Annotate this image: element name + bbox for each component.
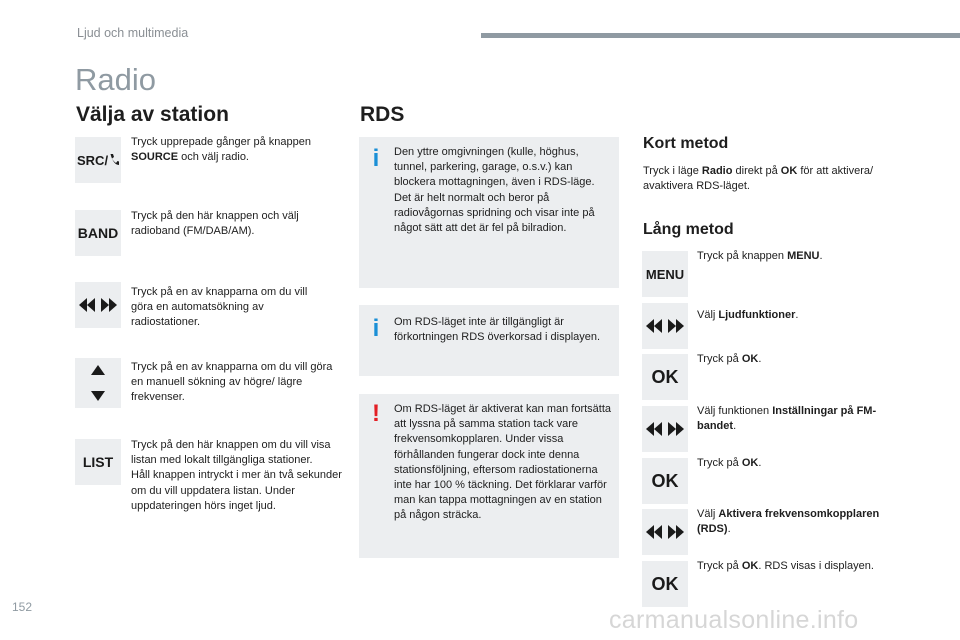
page-number: 152 <box>12 600 33 614</box>
step-7-bold: OK <box>741 560 759 572</box>
src-phone-icon-graphic <box>77 150 119 170</box>
src-phone-icon <box>75 137 121 183</box>
step-text-ljudfunktioner <box>697 308 922 323</box>
step-7-b: . RDS visas i displayen. <box>758 560 874 572</box>
note-text-reception: Den yttre omgivningen (kulle, höghus, tunnel, parkering, garage, o.s.v.) kan blockera mottagningen, även i RDS-läge. Det är helt normalt och beror på radiovågornas spridning och visar inte på något sätt att det är fel på bilradion. <box>394 146 595 235</box>
section-label: Ljud och multimedia <box>77 26 189 40</box>
step-6-b: . <box>727 523 731 536</box>
section-heading-rds: RDS <box>360 103 405 126</box>
seek-arrows-graphic <box>645 524 685 540</box>
step-3-b: . <box>758 353 762 365</box>
seek-arrows-graphic <box>645 318 685 334</box>
up-down-arrows-icon <box>75 358 121 408</box>
heading-lang-metod: Lång metod <box>643 221 734 238</box>
info-icon: i <box>372 315 380 342</box>
step-5-bold: OK <box>741 457 759 469</box>
up-down-arrows-graphic <box>90 363 106 403</box>
info-note-reception <box>359 137 619 288</box>
step-1-a: Tryck på knappen <box>697 250 788 262</box>
menu-icon-text: MENU <box>645 266 685 282</box>
warning-icon: ! <box>372 400 380 427</box>
warning-note-frequency <box>359 394 619 558</box>
step-5-b: . <box>758 457 762 469</box>
seek-arrows-icon <box>75 282 121 328</box>
header-bar <box>481 33 960 38</box>
list-icon-text: LIST <box>82 454 114 470</box>
kort-p3: för att aktivera/ avaktivera RDS-läget. <box>643 165 874 193</box>
heading-kort-metod: Kort metod <box>643 135 729 152</box>
item-text-source <box>131 135 346 165</box>
step-2-bold: Ljudfunktioner <box>718 309 796 321</box>
seek-arrows-icon <box>642 509 688 555</box>
item-text-list: Tryck på den här knappen om du vill visa listan med lokalt tillgängliga stationer. Håll knappen intryckt i mer än två sekunder om du vill uppdatera listan. Under uppdateringen hörs inget ljud. <box>131 439 342 512</box>
ok-icon-text: OK <box>651 573 679 594</box>
phone-handset-shape <box>110 154 119 165</box>
step-4-bold: Inställningar på FM-bandet <box>697 405 877 433</box>
item-text-source-b: och välj radio. <box>178 151 249 164</box>
item-text-autoseek: Tryck på en av knapparna om du vill göra en automatsökning av radiostationer. <box>131 286 308 329</box>
page-title: Radio <box>75 62 156 97</box>
step-1-b: . <box>819 250 823 262</box>
step-text-ok-2 <box>697 456 922 471</box>
list-icon <box>75 439 121 485</box>
band-icon-text: BAND <box>77 225 119 241</box>
section-heading-station: Välja av station <box>76 103 229 126</box>
watermark: carmanualsonline.info <box>609 606 859 634</box>
kort-p2: direkt på <box>732 165 781 177</box>
seek-arrows-graphic <box>645 421 685 437</box>
kort-b1: Radio <box>701 165 733 177</box>
seek-arrows-graphic <box>78 297 118 313</box>
step-6-bold: Aktivera frekvensomkopplaren (RDS) <box>697 508 880 536</box>
kort-metod-text <box>643 164 918 194</box>
ok-icon <box>642 458 688 504</box>
note-text-frequency: Om RDS-läget är aktiverat kan man fortsätta att lyssna på samma station tack vare frekvensomkopplaren. Under vissa förhållanden fungerar dock inte denna stationsföljning, eftersom radiostationerna inte har 100 % täckning. Det förklarar varför man kan tappa mottagningen av en station på någon sträcka. <box>394 403 612 522</box>
step-text-rds-switch <box>697 507 912 537</box>
ok-icon-text: OK <box>651 366 679 387</box>
item-text-source-bold: SOURCE <box>131 151 179 164</box>
step-5-a: Tryck på <box>697 457 742 469</box>
menu-icon <box>642 251 688 297</box>
seek-arrows-icon <box>642 303 688 349</box>
step-6-a: Välj <box>697 508 719 520</box>
step-text-ok-1 <box>697 352 922 367</box>
step-text-ok-3 <box>697 559 922 574</box>
step-text-menu <box>697 249 922 264</box>
note-text-rds-unavailable: Om RDS-läget inte är tillgängligt är förkortningen RDS överkorsad i displayen. <box>394 316 601 344</box>
step-4-b: . <box>733 420 737 433</box>
kort-p1: Tryck i läge <box>643 165 702 177</box>
step-2-a: Välj <box>697 309 719 321</box>
seek-arrows-icon <box>642 406 688 452</box>
step-3-bold: OK <box>741 353 759 365</box>
src-text: SRC/ <box>77 153 109 168</box>
ok-icon <box>642 354 688 400</box>
kort-b2: OK <box>780 165 798 177</box>
ok-icon <box>642 561 688 607</box>
step-7-a: Tryck på <box>697 560 742 572</box>
step-1-bold: MENU <box>787 250 820 262</box>
band-icon <box>75 210 121 256</box>
info-icon: i <box>372 145 380 172</box>
info-note-rds-unavailable <box>359 305 619 376</box>
ok-icon-text: OK <box>651 470 679 491</box>
step-4-a: Välj funktionen <box>697 405 773 417</box>
step-2-b: . <box>795 309 799 321</box>
step-3-a: Tryck på <box>697 353 742 365</box>
item-text-manualseek: Tryck på en av knapparna om du vill göra en manuell sökning av högre/ lägre frekvenser. <box>131 361 333 404</box>
item-text-source-a: Tryck upprepade gånger på knappen <box>131 136 311 148</box>
item-text-band: Tryck på den här knappen och välj radioband (FM/DAB/AM). <box>131 210 299 238</box>
step-text-fm-settings <box>697 404 897 434</box>
